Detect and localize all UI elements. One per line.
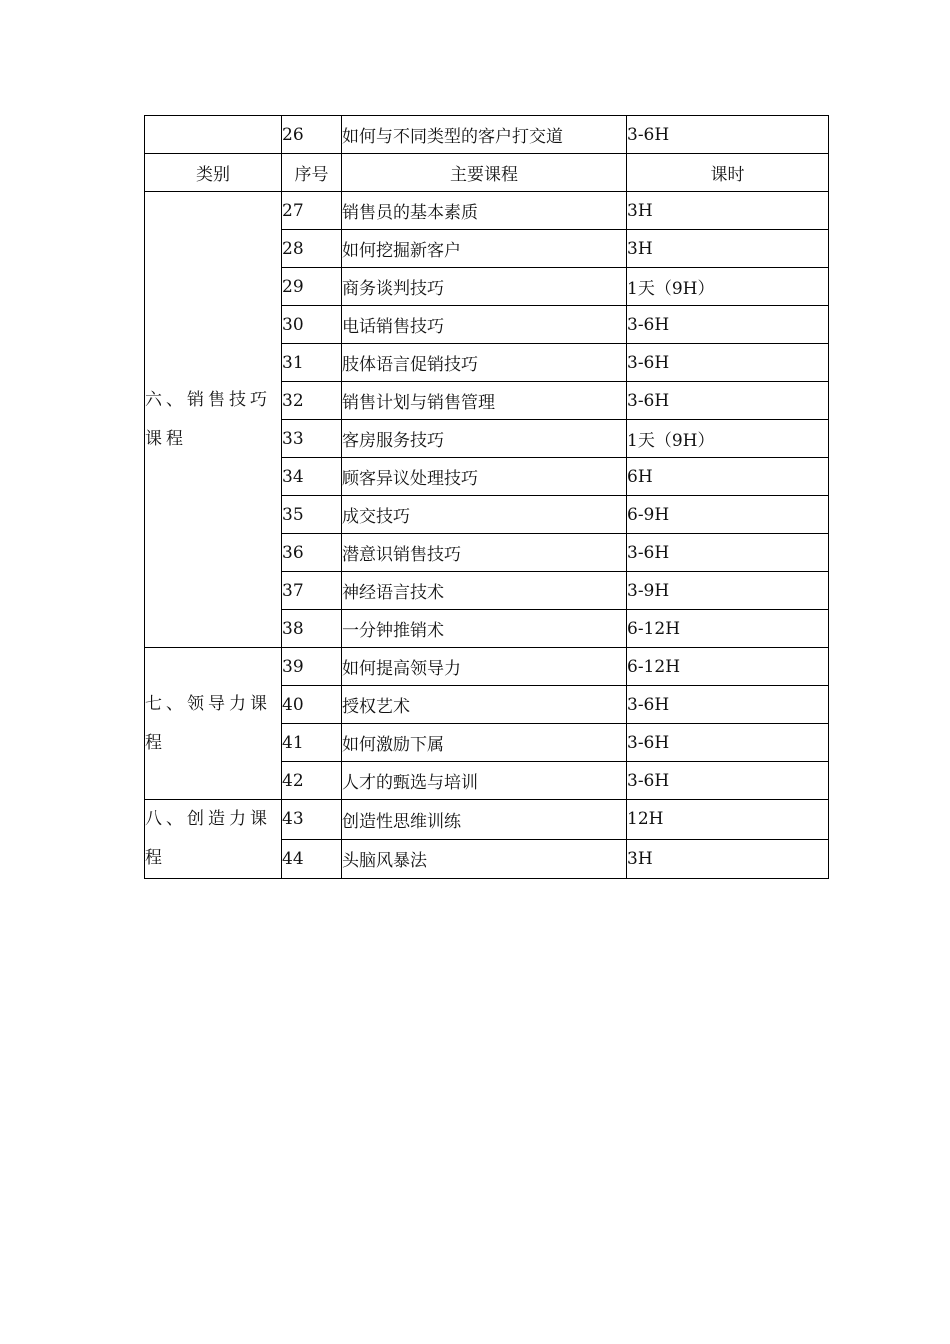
course-hours: 6-12H — [627, 610, 829, 648]
course-title: 如何激励下属 — [342, 724, 627, 762]
course-number: 43 — [282, 800, 342, 840]
course-hours: 3-6H — [627, 116, 829, 154]
course-number: 27 — [282, 192, 342, 230]
course-hours: 6-9H — [627, 496, 829, 534]
table-row — [145, 648, 829, 686]
course-hours: 3-6H — [627, 344, 829, 382]
course-hours: 3-6H — [627, 686, 829, 724]
course-number: 39 — [282, 648, 342, 686]
course-number: 40 — [282, 686, 342, 724]
course-hours: 3-6H — [627, 724, 829, 762]
course-title: 人才的甄选与培训 — [342, 762, 627, 800]
category-cell: 八、创造力课程 — [145, 800, 282, 879]
header-row — [145, 154, 829, 192]
course-title: 如何挖掘新客户 — [342, 230, 627, 268]
course-title: 客房服务技巧 — [342, 420, 627, 458]
course-hours: 3-6H — [627, 762, 829, 800]
course-hours: 6-12H — [627, 648, 829, 686]
course-title: 头脑风暴法 — [342, 839, 627, 879]
table-row — [145, 116, 829, 154]
table-row — [145, 192, 829, 230]
course-title: 销售计划与销售管理 — [342, 382, 627, 420]
header-course: 主要课程 — [342, 154, 627, 192]
course-number: 33 — [282, 420, 342, 458]
course-title: 成交技巧 — [342, 496, 627, 534]
course-number: 34 — [282, 458, 342, 496]
course-hours: 1天（9H） — [627, 420, 829, 458]
course-hours: 3-9H — [627, 572, 829, 610]
course-title: 销售员的基本素质 — [342, 192, 627, 230]
course-hours: 3-6H — [627, 534, 829, 572]
course-title: 潜意识销售技巧 — [342, 534, 627, 572]
category-cell: 六、销售技巧课程 — [145, 192, 282, 648]
course-table — [144, 115, 829, 879]
course-hours: 6H — [627, 458, 829, 496]
course-title: 电话销售技巧 — [342, 306, 627, 344]
course-title: 肢体语言促销技巧 — [342, 344, 627, 382]
course-number: 42 — [282, 762, 342, 800]
category-cell: 七、领导力课程 — [145, 648, 282, 800]
table-row — [145, 800, 829, 840]
course-number: 31 — [282, 344, 342, 382]
course-title: 一分钟推销术 — [342, 610, 627, 648]
course-number: 36 — [282, 534, 342, 572]
course-title: 如何提高领导力 — [342, 648, 627, 686]
header-category: 类别 — [145, 154, 282, 192]
course-hours: 3H — [627, 839, 829, 879]
course-title: 授权艺术 — [342, 686, 627, 724]
course-title: 如何与不同类型的客户打交道 — [342, 116, 627, 154]
course-number: 35 — [282, 496, 342, 534]
course-title: 神经语言技术 — [342, 572, 627, 610]
course-title: 顾客异议处理技巧 — [342, 458, 627, 496]
course-number: 28 — [282, 230, 342, 268]
course-title: 创造性思维训练 — [342, 800, 627, 840]
course-hours: 3H — [627, 230, 829, 268]
header-hours: 课时 — [627, 154, 829, 192]
course-number: 29 — [282, 268, 342, 306]
course-hours: 3-6H — [627, 382, 829, 420]
course-hours: 12H — [627, 800, 829, 840]
header-number: 序号 — [282, 154, 342, 192]
course-number: 30 — [282, 306, 342, 344]
category-cell-empty — [145, 116, 282, 154]
course-number: 44 — [282, 839, 342, 879]
course-number: 41 — [282, 724, 342, 762]
course-number: 37 — [282, 572, 342, 610]
course-hours: 3-6H — [627, 306, 829, 344]
course-hours: 3H — [627, 192, 829, 230]
course-table-body — [145, 116, 829, 879]
course-hours: 1天（9H） — [627, 268, 829, 306]
course-title: 商务谈判技巧 — [342, 268, 627, 306]
course-number: 38 — [282, 610, 342, 648]
course-number: 26 — [282, 116, 342, 154]
course-number: 32 — [282, 382, 342, 420]
